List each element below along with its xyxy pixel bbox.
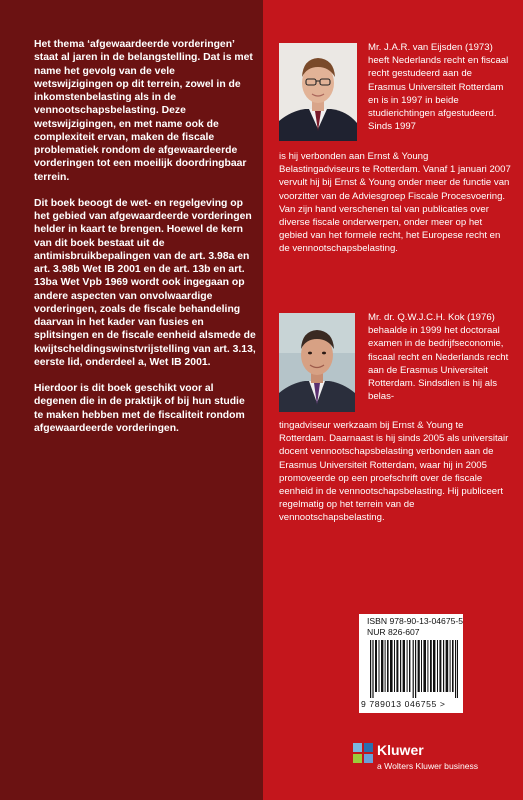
barcode-digits: 9 789013 046755 > — [361, 699, 446, 709]
author-2-intro: Mr. dr. Q.W.J.C.H. Kok (1976) behaalde in 1999 het doctoraal examen in de bedrijfseconomie, fiscaal recht en Nederlands recht aan de Erasmus Universiteit Rotterdam. Sindsdien is hij als belas- — [368, 312, 509, 403]
author-1-intro: Mr. J.A.R. van Eijsden (1973) heeft Nederlands recht en fiscaal recht gestudeerd aan de Erasmus Universiteit Rotterdam en is in 1997 in beide studierichtingen afgestudeerd. Sinds 1997 — [368, 42, 509, 133]
isbn-number: ISBN 978-90-13-04675-5 — [367, 616, 464, 626]
publisher-name: Kluwer — [377, 742, 424, 758]
publisher-logo — [353, 741, 513, 777]
publisher-tagline: a Wolters Kluwer business — [377, 761, 479, 771]
author-photo-kok — [279, 313, 355, 412]
isbn-block — [367, 616, 463, 638]
nur-code: NUR 826-607 — [367, 627, 420, 637]
kluwer-logo-icon — [353, 743, 373, 763]
barcode-icon — [370, 640, 458, 698]
author-2-bio: tingadviseur werkzaam bij Ernst & Young te Rotterdam. Daarnaast is hij sinds 2005 als universitair docent vennootschapsbelasting verbonden aan de Erasmus Universiteit Rotterdam, waar hij in 2005 promoveerde op een proefschrift over de fiscale eenheid in de vennootschapsbelasting. Hij publiceert regelmatig op het terrein van de vennootschapsbelasting. — [279, 420, 509, 524]
blurb-paragraph-2: Dit boek beoogt de wet- en regelgeving op het gebied van afgewaardeerde vorderingen helder in kaart te brengen. Hoewel de kern van dit boek bestaat uit de antimisbruikbepalingen van de art. 3.98a en art. 3.98b Wet IB 2001 en de art. 13b en art. 13ba Wet Vpb 1969 wordt ook ingegaan op andere aspecten van onvolwaardige vorderingen, zoals de fiscale behandeling daarvan in het kader van fusies en splitsingen en de fiscale eenheid alsmede de kwijtscheldingswinstvrijstelling van art. 3.13, eerste lid, onderdeel a, Wet IB 2001. — [34, 197, 256, 368]
blurb-paragraph-3: Hierdoor is dit boek geschikt voor al degenen die in de praktijk of bij hun studie te maken hebben met de fiscaliteit rondom afgewaardeerde vorderingen. — [34, 383, 245, 434]
author-1-bio: is hij verbonden aan Ernst & Young Belastingadviseurs te Rotterdam. Vanaf 1 januari 2007 vervult hij bij Ernst & Young onder meer de functie van voorzitter van de Adviesgroep Fiscale Procesvoering. Van zijn hand verschenen tal van publicaties over diverse fiscale onderwerpen, onder meer op het gebied van het formele recht, het Europese recht en de vennootschapsbelasting. — [279, 151, 511, 255]
author-photo-van-eijsden — [279, 43, 357, 141]
blurb — [34, 38, 256, 448]
blurb-paragraph-1: Het thema ‘afgewaardeerde vorderingen’ staat al jaren in de belangstelling. Dat is met name het gevolg van de vele wetswijzigingen op dit terrein, zowel in de inkomstenbelasting als in de vennootschapsbelasting. Deze wetswijzigingen, en met name ook de complexiteit ervan, maken de fiscale problematiek rondom de afgewaardeerde vorderingen tot een moeilijk doordringbaar terrein. — [34, 39, 253, 183]
